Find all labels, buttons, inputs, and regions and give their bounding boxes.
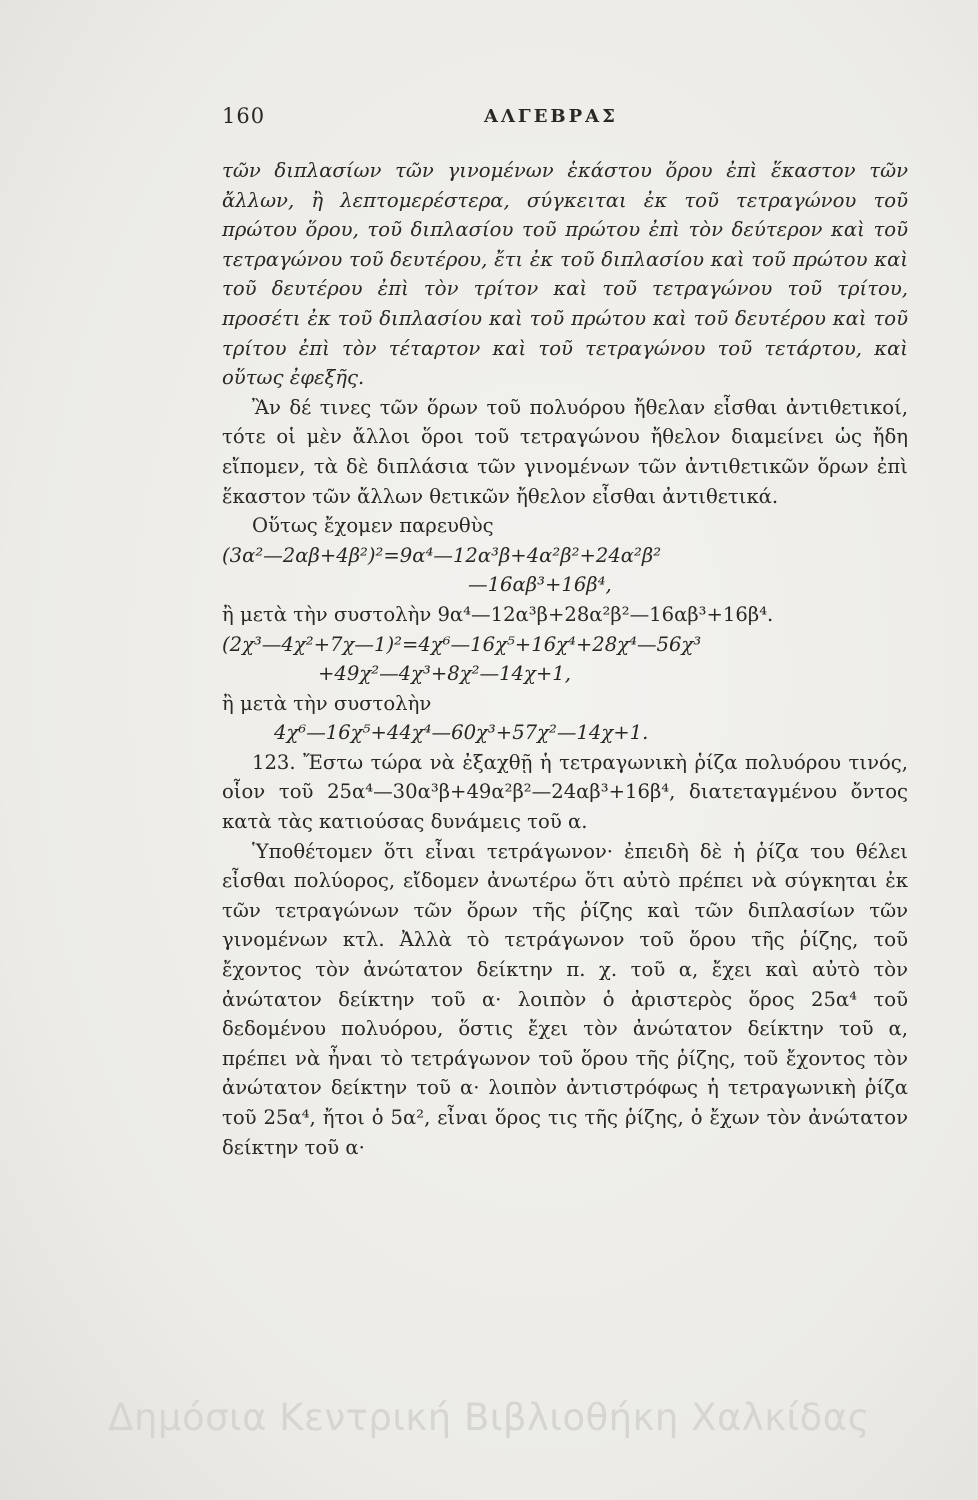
equation-2-label: ἢ μετὰ τὴν συστολὴν: [222, 691, 432, 715]
equation-2-reduced: 4χ⁶—16χ⁵+44χ⁴—60χ³+57χ²—14χ+1.: [274, 721, 649, 745]
equation-1-reduced: ἢ μετὰ τὴν συστολὴν 9α⁴—12α³β+28α²β²—16αβ³+16β⁴.: [222, 602, 774, 626]
equation-1-cont: —16αβ³+16β⁴,: [468, 573, 612, 597]
page-header: [222, 104, 782, 134]
equation-2: (2χ³—4χ²+7χ—1)²=4χ⁶—16χ⁵+16χ⁴+28χ⁴—56χ³: [222, 632, 702, 656]
equation-1: (3α²—2αβ+4β²)²=9α⁴—12α³β+4α²β²+24α²β²: [222, 543, 662, 567]
paragraph-negative-terms: Ἂν δέ τινες τῶν ὅρων τοῦ πολυόρου ἤθελαν εἶσθαι ἀντιθετικοί, τότε οἱ μὲν ἄλλοι ὅροι τοῦ τετραγώνου ἤθελον διαμείνει ὡς ἤδη εἴπομεν, τὰ δὲ διπλάσια τῶν γινομένων τῶν ἀντιθετικῶν ὅρων ἐπὶ ἕκαστον τῶν ἄλλων θετικῶν ἤθελον εἶσθαι ἀντιθετικά.: [222, 395, 908, 508]
paragraph-square-root-explanation: Ὑποθέτομεν ὅτι εἶναι τετράγωνον· ἐπειδὴ δὲ ἡ ῥίζα του θέλει εἶσθαι πολύορος, εἴδομεν ἀνωτέρω ὅτι αὐτὸ πρέπει νὰ σύγκηται ἐκ τῶν τετραγώνων τῶν ὅρων τῆς ῥίζης καὶ τῶν διπλασίων τῶν γινομένων κτλ. Ἀλλὰ τὸ τετράγωνον τοῦ ὅρου τῆς ῥίζης, τοῦ ἔχοντος τὸν ἀνώτατον δείκτην π. χ. τοῦ α, ἔχει καὶ αὐτὸ τὸν ἀνώτατον δείκτην τοῦ α· λοιπὸν ὁ ἀριστερὸς ὅρος 25α⁴ τοῦ δεδομένου πολυόρου, ὅστις ἔχει τὸν ἀνώτατον δείκτην τοῦ α, πρέπει νὰ ἦναι τὸ τετράγωνον τοῦ ὅρου τῆς ῥίζης, τοῦ ἔχοντος τὸν ἀνώτατον δείκτην τοῦ α· λοιπὸν ἀντιστρόφως ἡ τετραγωνικὴ ῥίζα τοῦ 25α⁴, ἤτοι ὁ 5α², εἶναι ὅρος τις τῆς ῥίζης, ὁ ἔχων τὸν ἀνώτατον δείκτην τοῦ α·: [222, 839, 908, 1159]
equation-2-cont: +49χ²—4χ³+8χ²—14χ+1,: [318, 662, 571, 686]
section-123-paragraph: 123. Ἔστω τώρα νὰ ἐξαχθῇ ἡ τετραγωνικὴ ῥίζα πολυόρου τινός, οἷον τοῦ 25α⁴—30α³β+49α²β²—24αβ³+16β⁴, διατεταγμένου ὄντος κατὰ τὰς κατιούσας δυνάμεις τοῦ α.: [222, 750, 908, 834]
paragraph-examples-intro: Οὕτως ἔχομεν παρευθὺς: [252, 514, 494, 538]
running-title: ΑΛΓΕΒΡΑΣ: [484, 106, 618, 127]
page-number: 160: [222, 104, 266, 128]
library-watermark: Δημόσια Κεντρική Βιβλιοθήκη Χαλκίδας: [108, 1396, 870, 1439]
body-text: [222, 156, 908, 1162]
paragraph-continued: τῶν διπλασίων τῶν γινομένων ἑκάστου ὅρου ἐπὶ ἕκαστον τῶν ἄλλων, ἢ λεπτομερέστερα, σύγκειται ἐκ τοῦ τετραγώνου τοῦ πρώτου ὅρου, τοῦ διπλασίου τοῦ πρώτου ἐπὶ τὸν δεύτερον καὶ τοῦ τετραγώνου τοῦ δευτέρου, ἔτι ἐκ τοῦ διπλασίου καὶ τοῦ πρώτου καὶ τοῦ δευτέρου ἐπὶ τὸν τρίτον καὶ τοῦ τετραγώνου τοῦ τρίτου, προσέτι ἐκ τοῦ διπλασίου καὶ τοῦ πρώτου καὶ τοῦ δευτέρου καὶ τοῦ τρίτου ἐπὶ τὸν τέταρτον καὶ τοῦ τετραγώνου τοῦ τετάρτου, καὶ οὕτως ἐφεξῆς.: [222, 159, 908, 390]
